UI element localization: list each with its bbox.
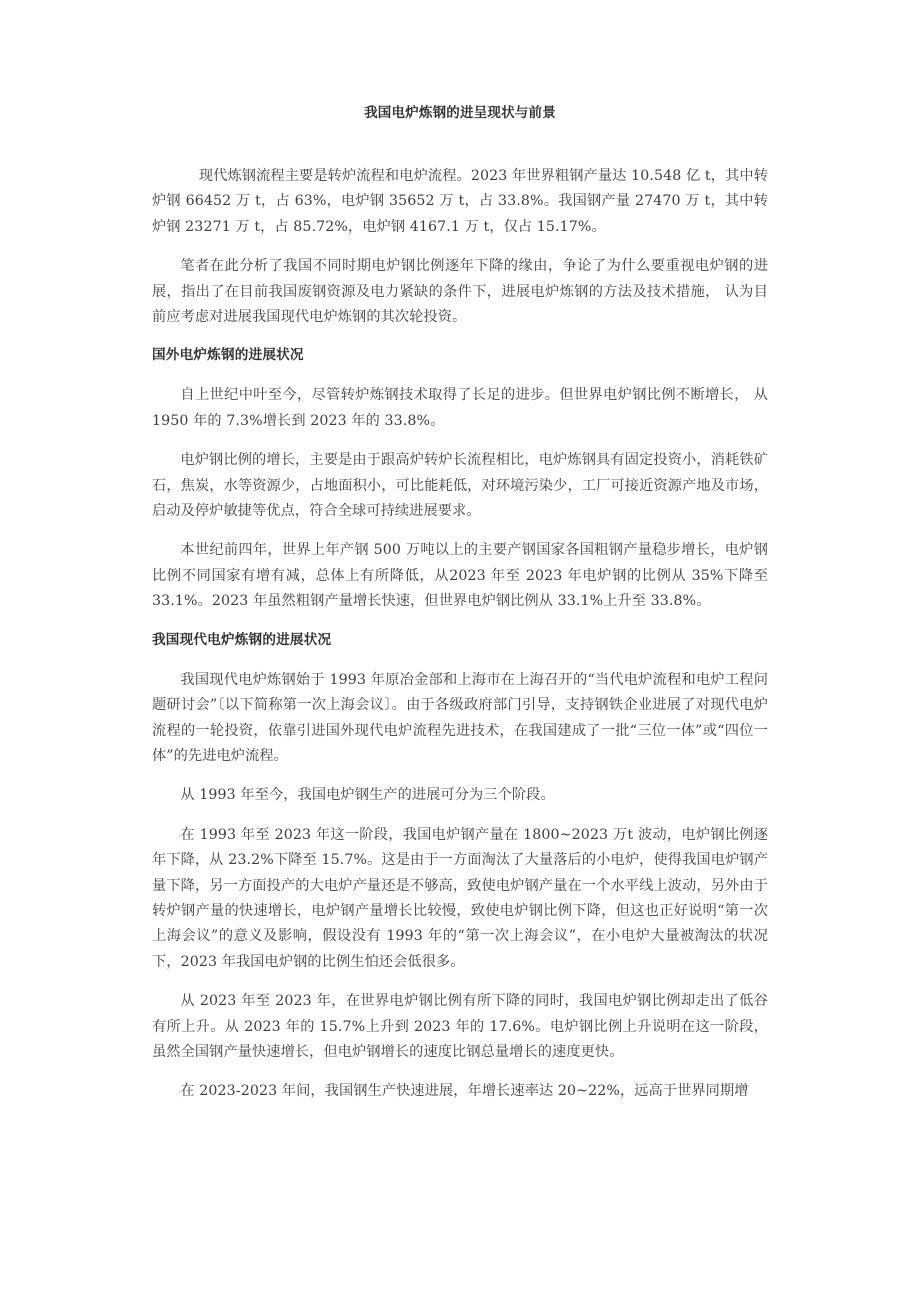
paragraph-1: 现代炼钢流程主要是转炉流程和电炉流程。2023 年世界粗钢产量达 10.548 亿 t，其中转炉钢 66452 万 t，占 63%，电炉钢 35652 万 t，占 33.8%。我国钢产量 27470 万 t，其中转炉钢 23271 万 t，占 85.72%，电炉钢 4167.1 万 t，仅占 15.17%。 xyxy=(152,168,768,235)
paragraph-8: 在 1993 年至 2023 年这一阶段，我国电炉钢产量在 1800~2023 万t 波动，电炉钢比例逐年下降，从 23.2%下降至 15.7%。这是由于一方面淘汰了大量落后的小电炉，使得我国电炉钢产量下降，另一方面投产的大电炉产量还是不够高，致使电炉钢产量在一个水平线上波动，另外由于转炉钢产量的快速增长，电炉钢产量增长比较慢，致使电炉钢比例下降，但这也正好说明“第一次上海会议”的意义及影响，假设没有 1993 年的“第一次上海会议”，在小电炉大量被淘汰的状况下，2023 年我国电炉钢的比例生怕还会低很多。 xyxy=(152,826,768,970)
paragraph-7: 从 1993 年至今，我国电炉钢生产的进展可分为三个阶段。 xyxy=(180,787,555,804)
paragraph-10: 在 2023-2023 年间，我国钢生产快速进展，年增长速率达 20~22%，远高于世界同期增 xyxy=(180,1083,749,1100)
page-title: 我国电炉炼钢的进呈现状与前景 xyxy=(364,105,556,121)
paragraph-9: 从 2023 年至 2023 年，在世界电炉钢比例有所下降的同时，我国电炉钢比例却走出了低谷有所上升。从 2023 年的 15.7%上升到 2023 年的 17.6%。电炉钢比例上升说明在这一阶段，虽然全国钢产量快速增长，但电炉钢增长的速度比钢总量增长的速度更快。 xyxy=(152,993,768,1060)
section-heading-domestic-eaf: 我国现代电炉炼钢的进展状况 xyxy=(152,631,332,648)
section-heading-foreign-eaf: 国外电炉炼钢的进展状况 xyxy=(152,347,304,364)
paragraph-2: 笔者在此分析了我国不同时期电炉钢比例逐年下降的缘由，争论了为什么要重视电炉钢的进展，指出了在目前我国废钢资源及电力紧缺的条件下，进展电炉炼钢的方法及技术措施， 认为目前应考虑对进展我国现代电炉炼钢的其次轮投资。 xyxy=(152,258,768,326)
paragraph-3: 自上世纪中叶至今，尽管转炉炼钢技术取得了长足的进步。但世界电炉钢比例不断增长， 从 1950 年的 7.3%增长到 2023 年的 33.8%。 xyxy=(152,387,768,429)
paragraph-4: 电炉钢比例的增长，主要是由于跟高炉转炉长流程相比，电炉炼钢具有固定投资小，消耗铁矿石，焦炭，水等资源少，占地面积小，可比能耗低，对环境污染少，工厂可接近资源产地及市场，启动及停炉敏捷等优点，符合全球可持续进展要求。 xyxy=(152,452,768,520)
document-content xyxy=(152,103,768,1119)
paragraph-5: 本世纪前四年，世界上年产钢 500 万吨以上的主要产钢国家各国粗钢产量稳步增长，电炉钢比例不同国家有增有减，总体上有所降低，从2023 年至 2023 年电炉钢的比例从 35%下降至 33.1%。2023 年虽然粗钢产量增长快速，但世界电炉钢比例从 33.1%上升至 33.8%。 xyxy=(152,542,768,610)
paragraph-6: 我国现代电炉炼钢始于 1993 年原冶金部和上海市在上海召开的“当代电炉流程和电炉工程问题研讨会”〔以下简称第一次上海会议〕。由于各级政府部门引导，支持钢铁企业进展了对现代电炉流程的一轮投资，依靠引进国外现代电炉流程先进技术，在我国建成了一批“三位一体”或“四位一体”的先进电炉流程。 xyxy=(152,671,768,764)
title-spacer xyxy=(152,123,768,164)
